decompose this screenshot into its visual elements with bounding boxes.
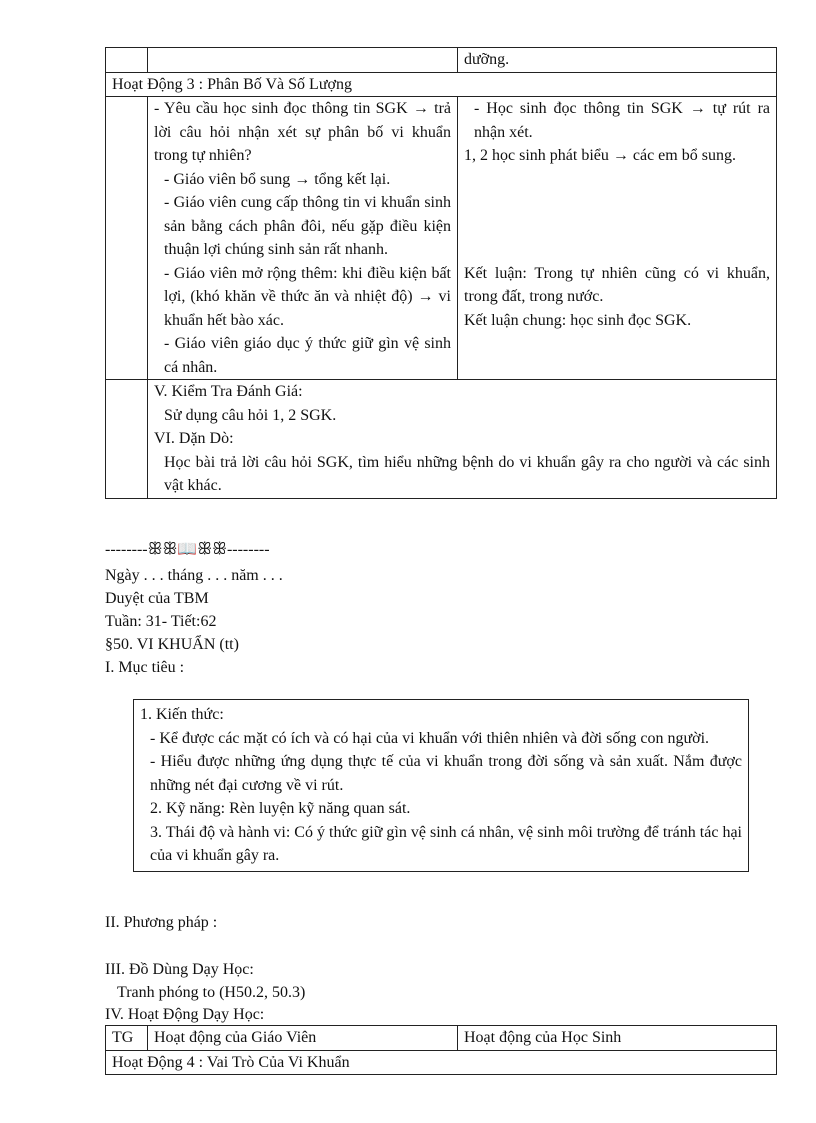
- tg-cell: [106, 380, 148, 499]
- homework-title: VI. Dặn Dò:: [154, 430, 234, 447]
- col-header-student: Hoạt động của Học Sinh: [458, 1026, 777, 1051]
- activity-table: [105, 1025, 777, 1075]
- teacher-item: - Giáo viên giáo dục ý thức giữ gìn vệ sinh cá nhân.: [164, 335, 451, 376]
- table-row: [106, 48, 777, 73]
- teacher-item: - Yêu cầu học sinh đọc thông tin SGK → trả lời câu hỏi nhận xét sự phân bố vi khuẩn trong tự nhiên?: [154, 100, 451, 164]
- approval-line: Duyệt của TBM: [105, 590, 209, 607]
- table-row: [106, 97, 777, 380]
- teacher-activities: [148, 97, 458, 380]
- eval-title: V. Kiểm Tra Đánh Giá:: [154, 383, 303, 400]
- table-row: [106, 1050, 777, 1075]
- teacher-item: - Giáo viên bổ sung → tổng kết lại.: [164, 170, 391, 188]
- student-activities: [458, 97, 777, 380]
- teacher-item: - Giáo viên mở rộng thêm: khi điều kiện bất lợi, (khó khăn về thức ăn và nhiệt độ) → vi khuẩn hết bào xác.: [164, 264, 451, 329]
- student-item: 1, 2 học sinh phát biểu → các em bổ sung.: [464, 147, 736, 164]
- knowledge-item: - Kể được các mặt có ích và có hại của vi khuẩn với thiên nhiên và đời sống con người.: [150, 729, 710, 747]
- materials-heading: III. Đồ Dùng Dạy Học:: [105, 961, 254, 978]
- table-row: [106, 380, 777, 499]
- table-header-row: [106, 1026, 777, 1051]
- methods-heading: II. Phương pháp :: [105, 914, 218, 931]
- section-heading: Hoạt Động 3 : Phân Bố Và Số Lượng: [106, 72, 777, 97]
- separator: --------ꕥꕥ📖ꕥꕥ--------: [105, 541, 270, 558]
- attitude-item: 3. Thái độ và hành vi: Có ý thức giữ gìn vệ sinh cá nhân, vệ sinh môi trường để tránh tác hại của vi khuẩn gây ra.: [150, 823, 742, 864]
- student-item: - Học sinh đọc thông tin SGK → tự rút ra nhận xét.: [474, 100, 770, 141]
- general-conclusion: Kết luận chung: học sinh đọc SGK.: [464, 311, 692, 329]
- activities-heading: IV. Hoạt Động Dạy Học:: [105, 1006, 265, 1023]
- knowledge-item: - Hiểu được những ứng dụng thực tế của vi khuẩn trong đời sống và sản xuất. Nắm được những nét đại cương về vi rút.: [150, 753, 742, 794]
- homework-text: Học bài trả lời câu hỏi SGK, tìm hiểu những bệnh do vi khuẩn gây ra cho người và các sinh vật khác.: [164, 453, 770, 494]
- skills-item: 2. Kỹ năng: Rèn luyện kỹ năng quan sát.: [150, 800, 411, 817]
- lesson-title: §50. VI KHUẨN (tt): [105, 636, 239, 653]
- activity-table-continued: [105, 47, 777, 499]
- tg-cell: [106, 97, 148, 380]
- week-line: Tuần: 31- Tiết:62: [105, 613, 217, 630]
- goals-heading: I. Mục tiêu :: [105, 659, 185, 676]
- tg-cell: [106, 48, 148, 73]
- table-row: [106, 72, 777, 97]
- conclusion: Kết luận: Trong tự nhiên cũng có vi khuẩn, trong đất, trong nước.: [464, 264, 770, 305]
- section-heading: Hoạt Động 4 : Vai Trò Của Vi Khuẩn: [106, 1050, 777, 1075]
- date-line: Ngày . . . tháng . . . năm . . .: [105, 567, 283, 584]
- materials-item: Tranh phóng to (H50.2, 50.3): [117, 984, 306, 1001]
- eval-text: Sử dụng câu hỏi 1, 2 SGK.: [164, 406, 337, 424]
- objectives-box: [133, 699, 749, 872]
- col-header-tg: TG: [106, 1026, 148, 1051]
- teacher-item: - Giáo viên cung cấp thông tin vi khuẩn sinh sản bằng cách phân đôi, nếu gặp điều kiện thuận lợi chúng sinh sản rất nhanh.: [164, 194, 451, 258]
- evaluation-cell: [148, 380, 777, 499]
- col-header-teacher: Hoạt động của Giáo Viên: [148, 1026, 458, 1051]
- teacher-cell: [148, 48, 458, 73]
- student-cell: dưỡng.: [458, 48, 777, 73]
- knowledge-title: 1. Kiến thức:: [140, 706, 224, 723]
